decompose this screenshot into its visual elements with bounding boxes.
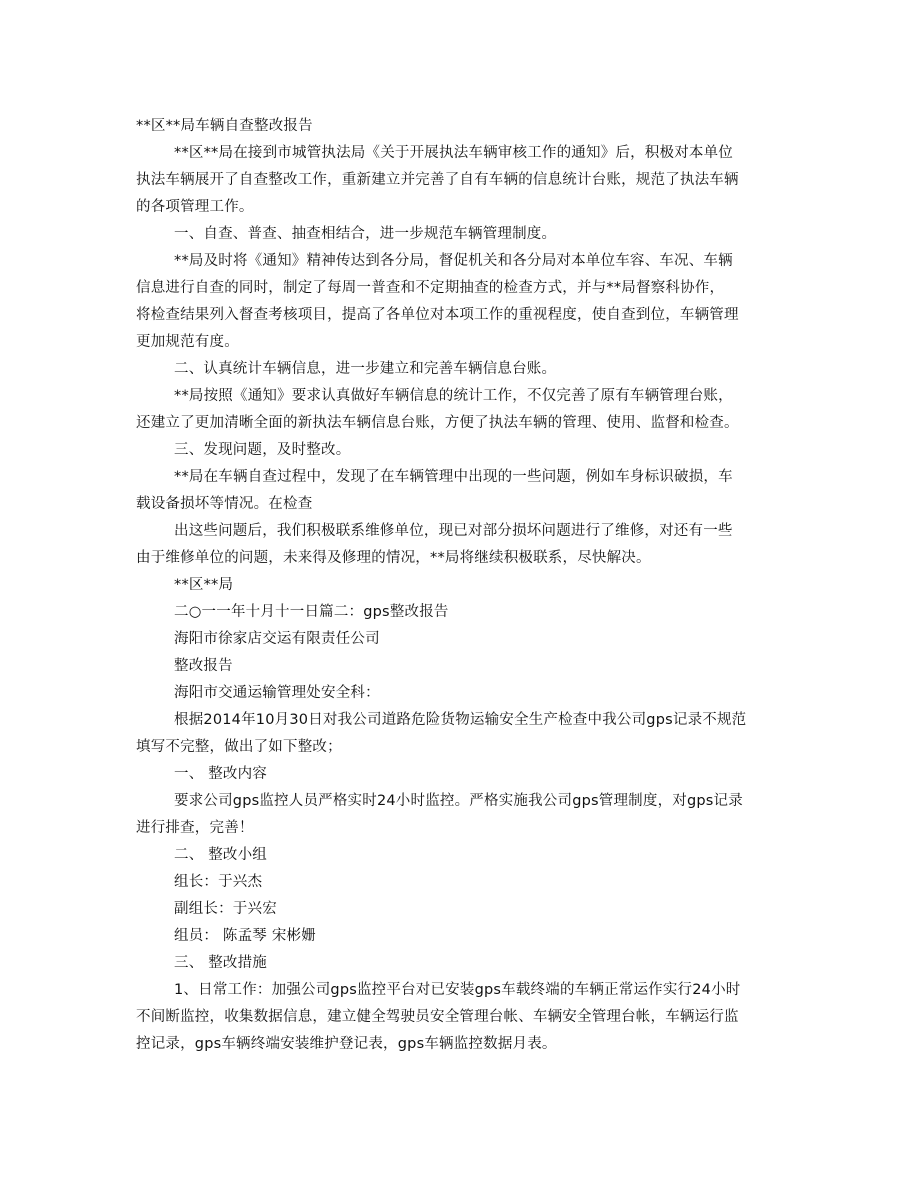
- paragraph-line: **局按照《通知》要求认真做好车辆信息的统计工作，不仅完善了原有车辆管理台账，: [174, 388, 733, 404]
- date-line: 二○一一年十月十一日篇二：gps整改报告: [174, 604, 449, 620]
- paragraph-line: 由于维修单位的问题，未来得及修理的情况，**局将继续积极联系，尽快解决。: [136, 550, 651, 566]
- company-name: 海阳市徐家店交运有限责任公司: [174, 631, 380, 647]
- paragraph-line: 的各项管理工作。: [136, 199, 254, 215]
- section-heading: 一、 整改内容: [174, 766, 268, 782]
- paragraph-line: **局及时将《通知》精神传达到各分局，督促机关和各分局对本单位车容、车况、车辆: [174, 253, 733, 269]
- team-leader: 组长：于兴杰: [174, 874, 263, 890]
- signature-line: **区**局: [174, 577, 234, 593]
- paragraph-line: 出这些问题后，我们积极联系维修单位，现已对部分损坏问题进行了维修，对还有一些: [174, 523, 733, 539]
- section-heading: 三、 整改措施: [174, 955, 268, 971]
- subtitle: 整改报告: [174, 658, 233, 674]
- deputy-leader: 副组长：于兴宏: [174, 901, 277, 917]
- team-members: 组员： 陈孟琴 宋彬姗: [174, 928, 316, 944]
- section-heading: 三、发现问题，及时整改。: [174, 442, 351, 458]
- report-title: **区**局车辆自查整改报告: [136, 118, 313, 134]
- paragraph-line: 还建立了更加清晰全面的新执法车辆信息台账，方便了执法车辆的管理、使用、监督和检查。: [136, 415, 739, 431]
- paragraph-line: 更加规范有度。: [136, 334, 239, 350]
- paragraph-line: 要求公司gps监控人员严格实时24小时监控。严格实施我公司gps管理制度，对gps记录: [174, 793, 743, 809]
- section-heading: 二、 整改小组: [174, 847, 268, 863]
- paragraph-line: 执法车辆展开了自查整改工作，重新建立并完善了自有车辆的信息统计台账，规范了执法车辆: [136, 172, 739, 188]
- paragraph-line: **区**局在接到市城管执法局《关于开展执法车辆审核工作的通知》后，积极对本单位: [174, 145, 733, 161]
- paragraph-line: 进行排查，完善！: [136, 820, 254, 836]
- paragraph-line: **局在车辆自查过程中，发现了在车辆管理中出现的一些问题，例如车身标识破损，车: [174, 469, 733, 485]
- paragraph-line: 将检查结果列入督查考核项目，提高了各单位对本项工作的重视程度，使自查到位，车辆管理: [136, 307, 739, 323]
- section-heading: 二、认真统计车辆信息，进一步建立和完善车辆信息台账。: [174, 361, 557, 377]
- paragraph-line: 填写不完整，做出了如下整改；: [136, 739, 342, 755]
- paragraph-line: 信息进行自查的同时，制定了每周一普查和不定期抽查的检查方式，并与**局督察科协作，: [136, 280, 725, 296]
- paragraph-line: 控记录，gps车辆终端安装维护登记表，gps车辆监控数据月表。: [136, 1036, 557, 1052]
- section-heading: 一、自查、普查、抽查相结合，进一步规范车辆管理制度。: [174, 226, 557, 242]
- paragraph-line: 不间断监控，收集数据信息，建立健全驾驶员安全管理台帐、车辆安全管理台帐，车辆运行监: [136, 1009, 739, 1025]
- addressee: 海阳市交通运输管理处安全科：: [174, 685, 380, 701]
- paragraph-line: 1、日常工作：加强公司gps监控平台对已安装gps车载终端的车辆正常运作实行24小时: [174, 982, 741, 998]
- paragraph-line: 载设备损坏等情况。在检查: [136, 496, 313, 512]
- paragraph-line: 根据2014年10月30日对我公司道路危险货物运输安全生产检查中我公司gps记录不规范: [174, 712, 747, 728]
